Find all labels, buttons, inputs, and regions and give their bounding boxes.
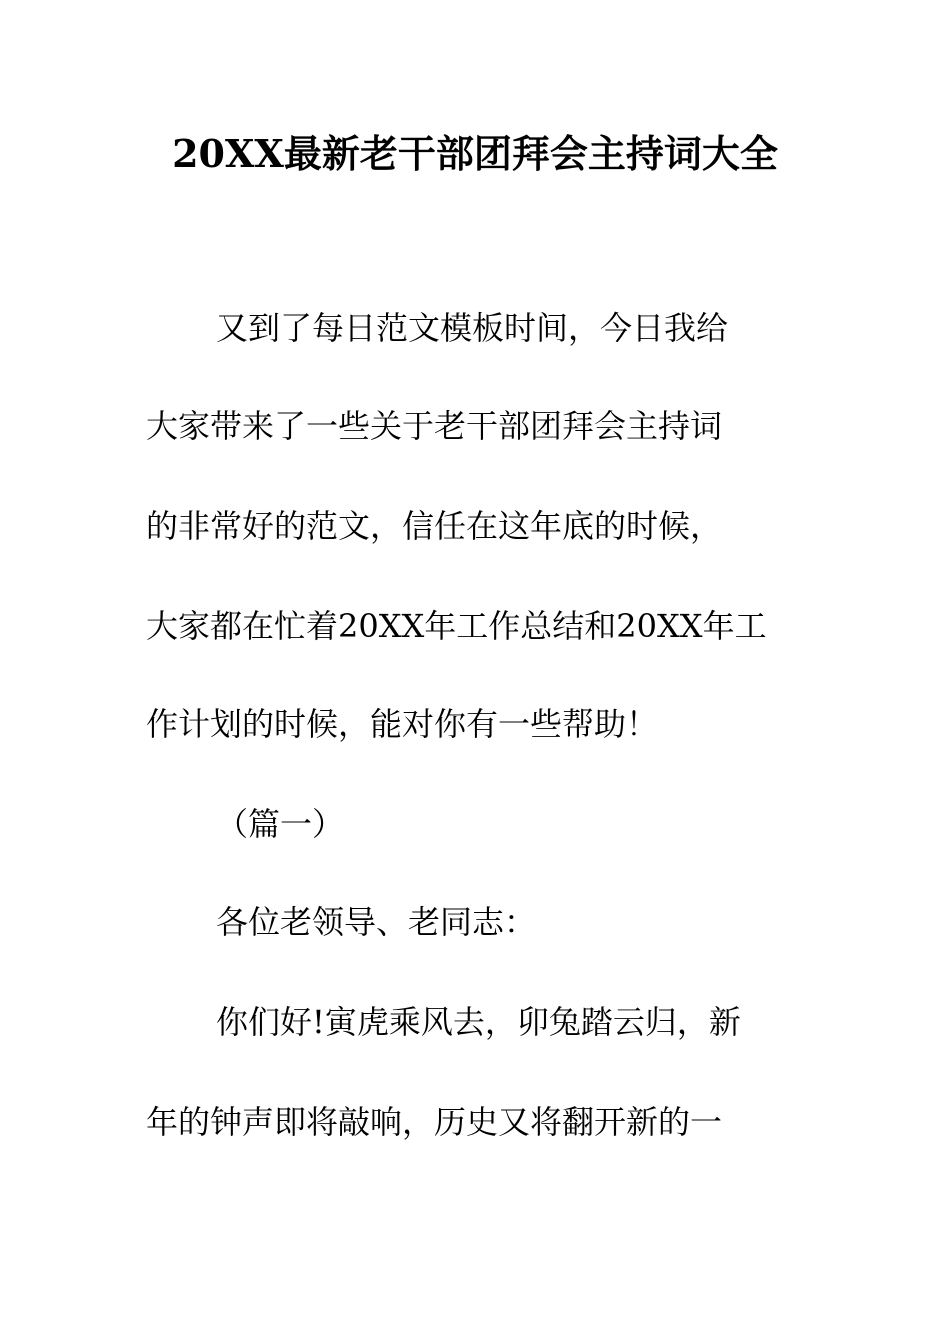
salutation-line: 各位老领导、老同志： xyxy=(216,903,537,941)
section-heading: （篇一） xyxy=(216,805,345,843)
paragraph-line-2: 大家带来了一些关于老干部团拜会主持词 xyxy=(146,407,723,445)
paragraph-line-8: 你们好!寅虎乘风去，卯兔踏云归，新 xyxy=(216,1003,741,1041)
paragraph-line-4: 大家都在忙着20XX年工作总结和20XX年工 xyxy=(146,607,767,645)
paragraph-line-1: 又到了每日范文模板时间，今日我给 xyxy=(216,309,729,347)
paragraph-line-5: 作计划的时候，能对你有一些帮助！ xyxy=(146,705,659,743)
document-title: 20XX最新老干部团拜会主持词大全 xyxy=(172,131,778,176)
paragraph-line-9: 年的钟声即将敲响，历史又将翻开新的一 xyxy=(146,1103,723,1141)
paragraph-line-3: 的非常好的范文，信任在这年底的时候， xyxy=(146,507,723,545)
